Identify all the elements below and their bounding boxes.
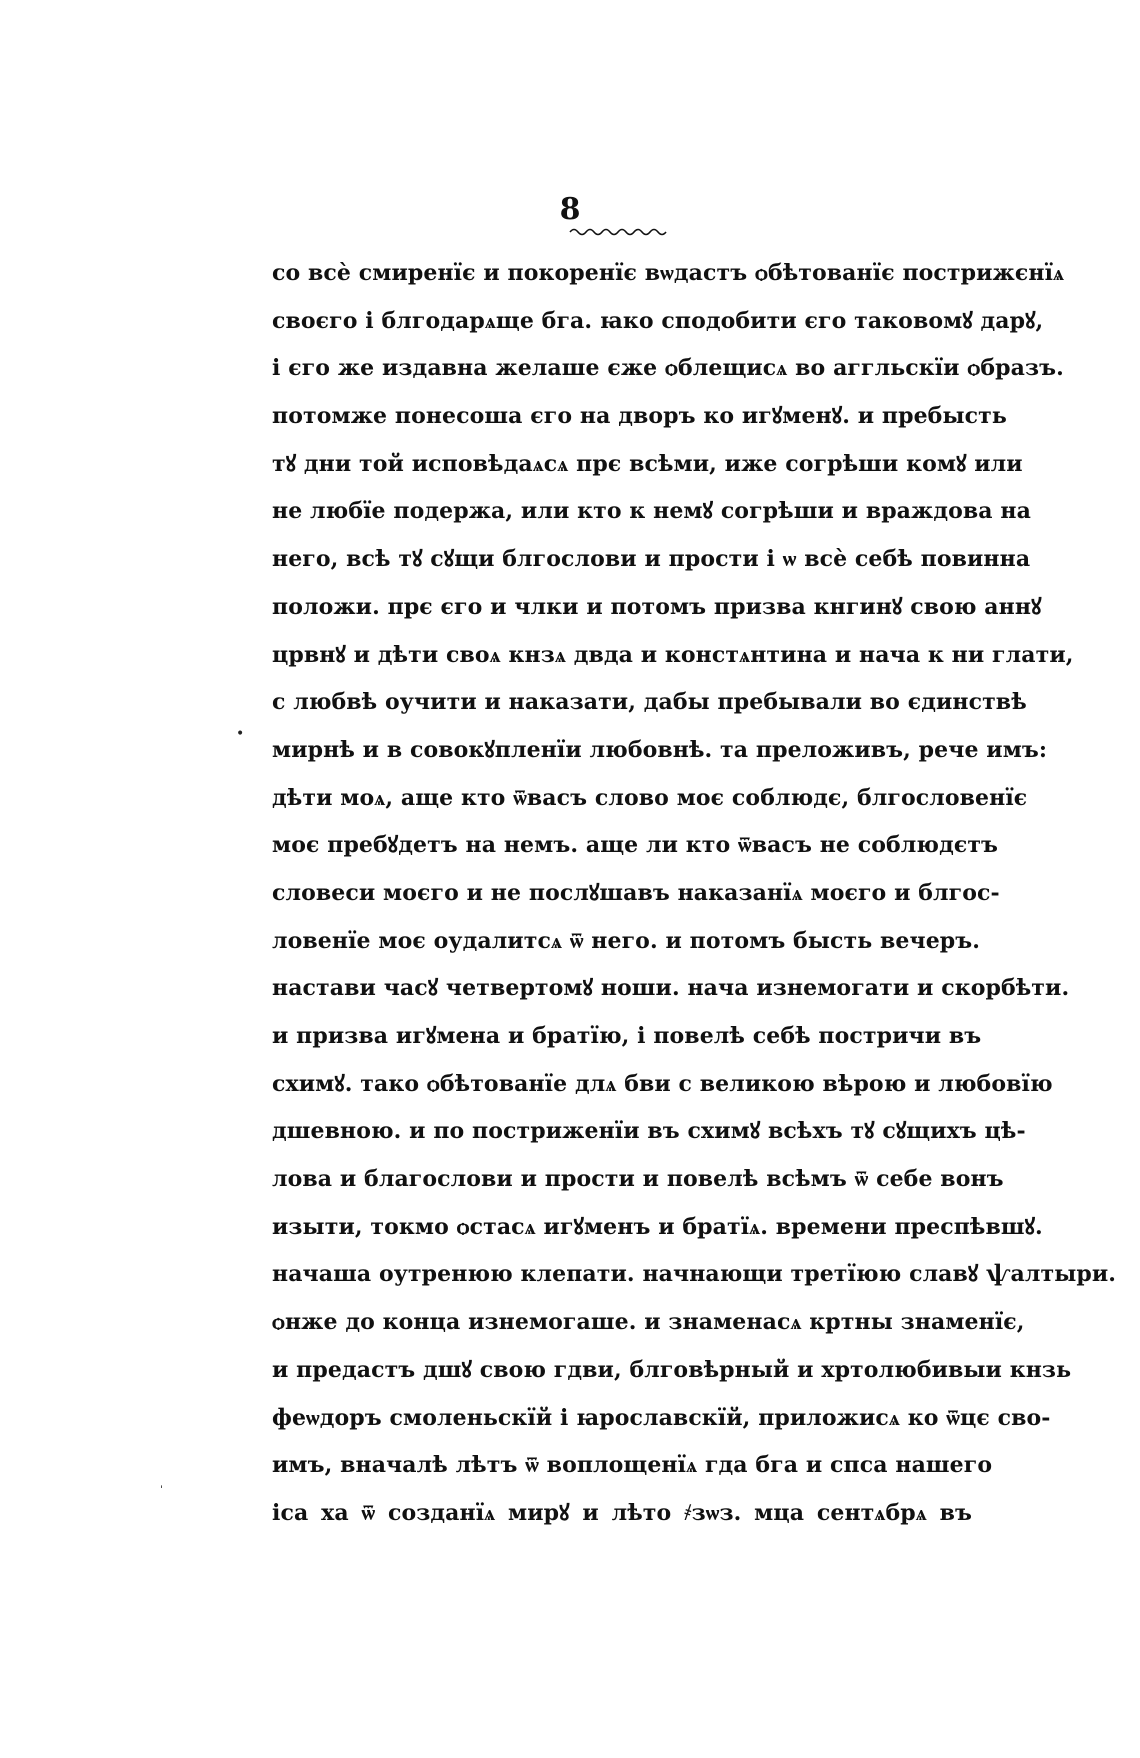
text-line-17: и призва игꙋмена и братїю, і повелѣ себѣ постричи въ: [272, 1023, 982, 1049]
text-line-1: со всѐ смиренїє и покоренїє вѡдастъ ѻбѣтованїє пострижєнїѧ: [272, 260, 1065, 286]
text-line-24: и предастъ дшꙋ свою гдви, блговѣрный и хртолюбивыи кнзь: [272, 1356, 1072, 1383]
text-line-12: дѣти моѧ, аще кто ѿвасъ слово моє соблюдє, блгословенїє: [272, 784, 1028, 811]
text-line-25: феѡдоръ смоленьскїй і ꙗрославскїй, приложисѧ ко ѿцє сво-: [272, 1404, 1051, 1431]
text-line-13: моє пребꙋдетъ на немъ. аще ли кто ѿвасъ не соблюдєтъ: [272, 832, 999, 859]
body-text: [272, 250, 1117, 1538]
text-line-22: начаша оутренюю клепати. начнающи третїюю славꙋ ѱалтыри.: [272, 1261, 1117, 1288]
page-number: 8: [559, 192, 581, 227]
text-line-4: потомже понесоша єго на дворъ ко игꙋменꙋ. и пребысть: [272, 403, 1007, 430]
margin-tick-mark: ˈ: [160, 1484, 164, 1497]
text-line-16: настави часꙋ четвертомꙋ ноши. нача изнемогати и скорбѣти.: [272, 975, 1070, 1002]
text-line-9: црвнꙋ и дѣти своѧ кнзѧ двда и констѧнтина и нача к ни глати,: [272, 641, 1074, 668]
text-line-5: тꙋ дни той исповѣдаѧсѧ прє всѣми, иже согрѣши комꙋ или: [272, 450, 1023, 477]
text-line-7: него, всѣ тꙋ сꙋщи блгослови и прости і ѡ всѐ себѣ повинна: [272, 546, 1031, 573]
text-line-14: словеси моєго и не послꙋшавъ наказанїѧ моєго и блгос-: [272, 879, 1000, 906]
wavy-ornament-rule: [570, 226, 666, 238]
text-line-3: і єго же издавна желаше єже ѻблещисѧ во аггльскїи ѻбразъ.: [272, 355, 1064, 382]
margin-dot-mark: •: [236, 726, 245, 742]
text-line-20: лова и благослови и прости и повелѣ всѣмъ ѿ себе вонъ: [272, 1166, 1004, 1193]
text-line-19: дшевною. и по постриженїи въ схимꙋ всѣхъ тꙋ сꙋщихъ цѣ-: [272, 1118, 1026, 1145]
text-line-26: имъ, вначалѣ лѣтъ ѿ воплощенїѧ гда бга и спса нашего: [272, 1452, 993, 1479]
text-line-2: своєго і блгодарѧще бга. ꙗко сподобити єго таковомꙋ дарꙋ,: [272, 307, 1044, 334]
text-line-18: схимꙋ. тако ѻбѣтованїе длѧ бви с великою вѣрою и любовїю: [272, 1070, 1053, 1097]
text-line-11: мирнѣ и в совокꙋпленїи любовнѣ. та преложивъ, рече имъ:: [272, 736, 1048, 763]
text-line-27: іса ха ѿ созданїѧ мирꙋ и лѣто ҂зѡз. мца сентѧбрѧ въ: [272, 1499, 972, 1526]
text-line-8: положи. прє єго и члки и потомъ призва кнгинꙋ свою аннꙋ: [272, 593, 1042, 620]
text-line-15: ловенїе моє оудалитсѧ ѿ него. и потомъ бысть вечеръ.: [272, 927, 981, 954]
text-line-6: не любїе подержа, или кто к немꙋ согрѣши и враждова на: [272, 498, 1031, 525]
text-line-10: с любвѣ оучити и наказати, дабы пребывали во єдинствѣ: [272, 689, 1027, 716]
text-line-21: изыти, токмо ѻстасѧ игꙋменъ и братїѧ. времени преспѣвшꙋ.: [272, 1213, 1043, 1240]
text-line-23: ѻнже до конца изнемогаше. и знаменасѧ кртны знаменїє,: [272, 1309, 1025, 1336]
